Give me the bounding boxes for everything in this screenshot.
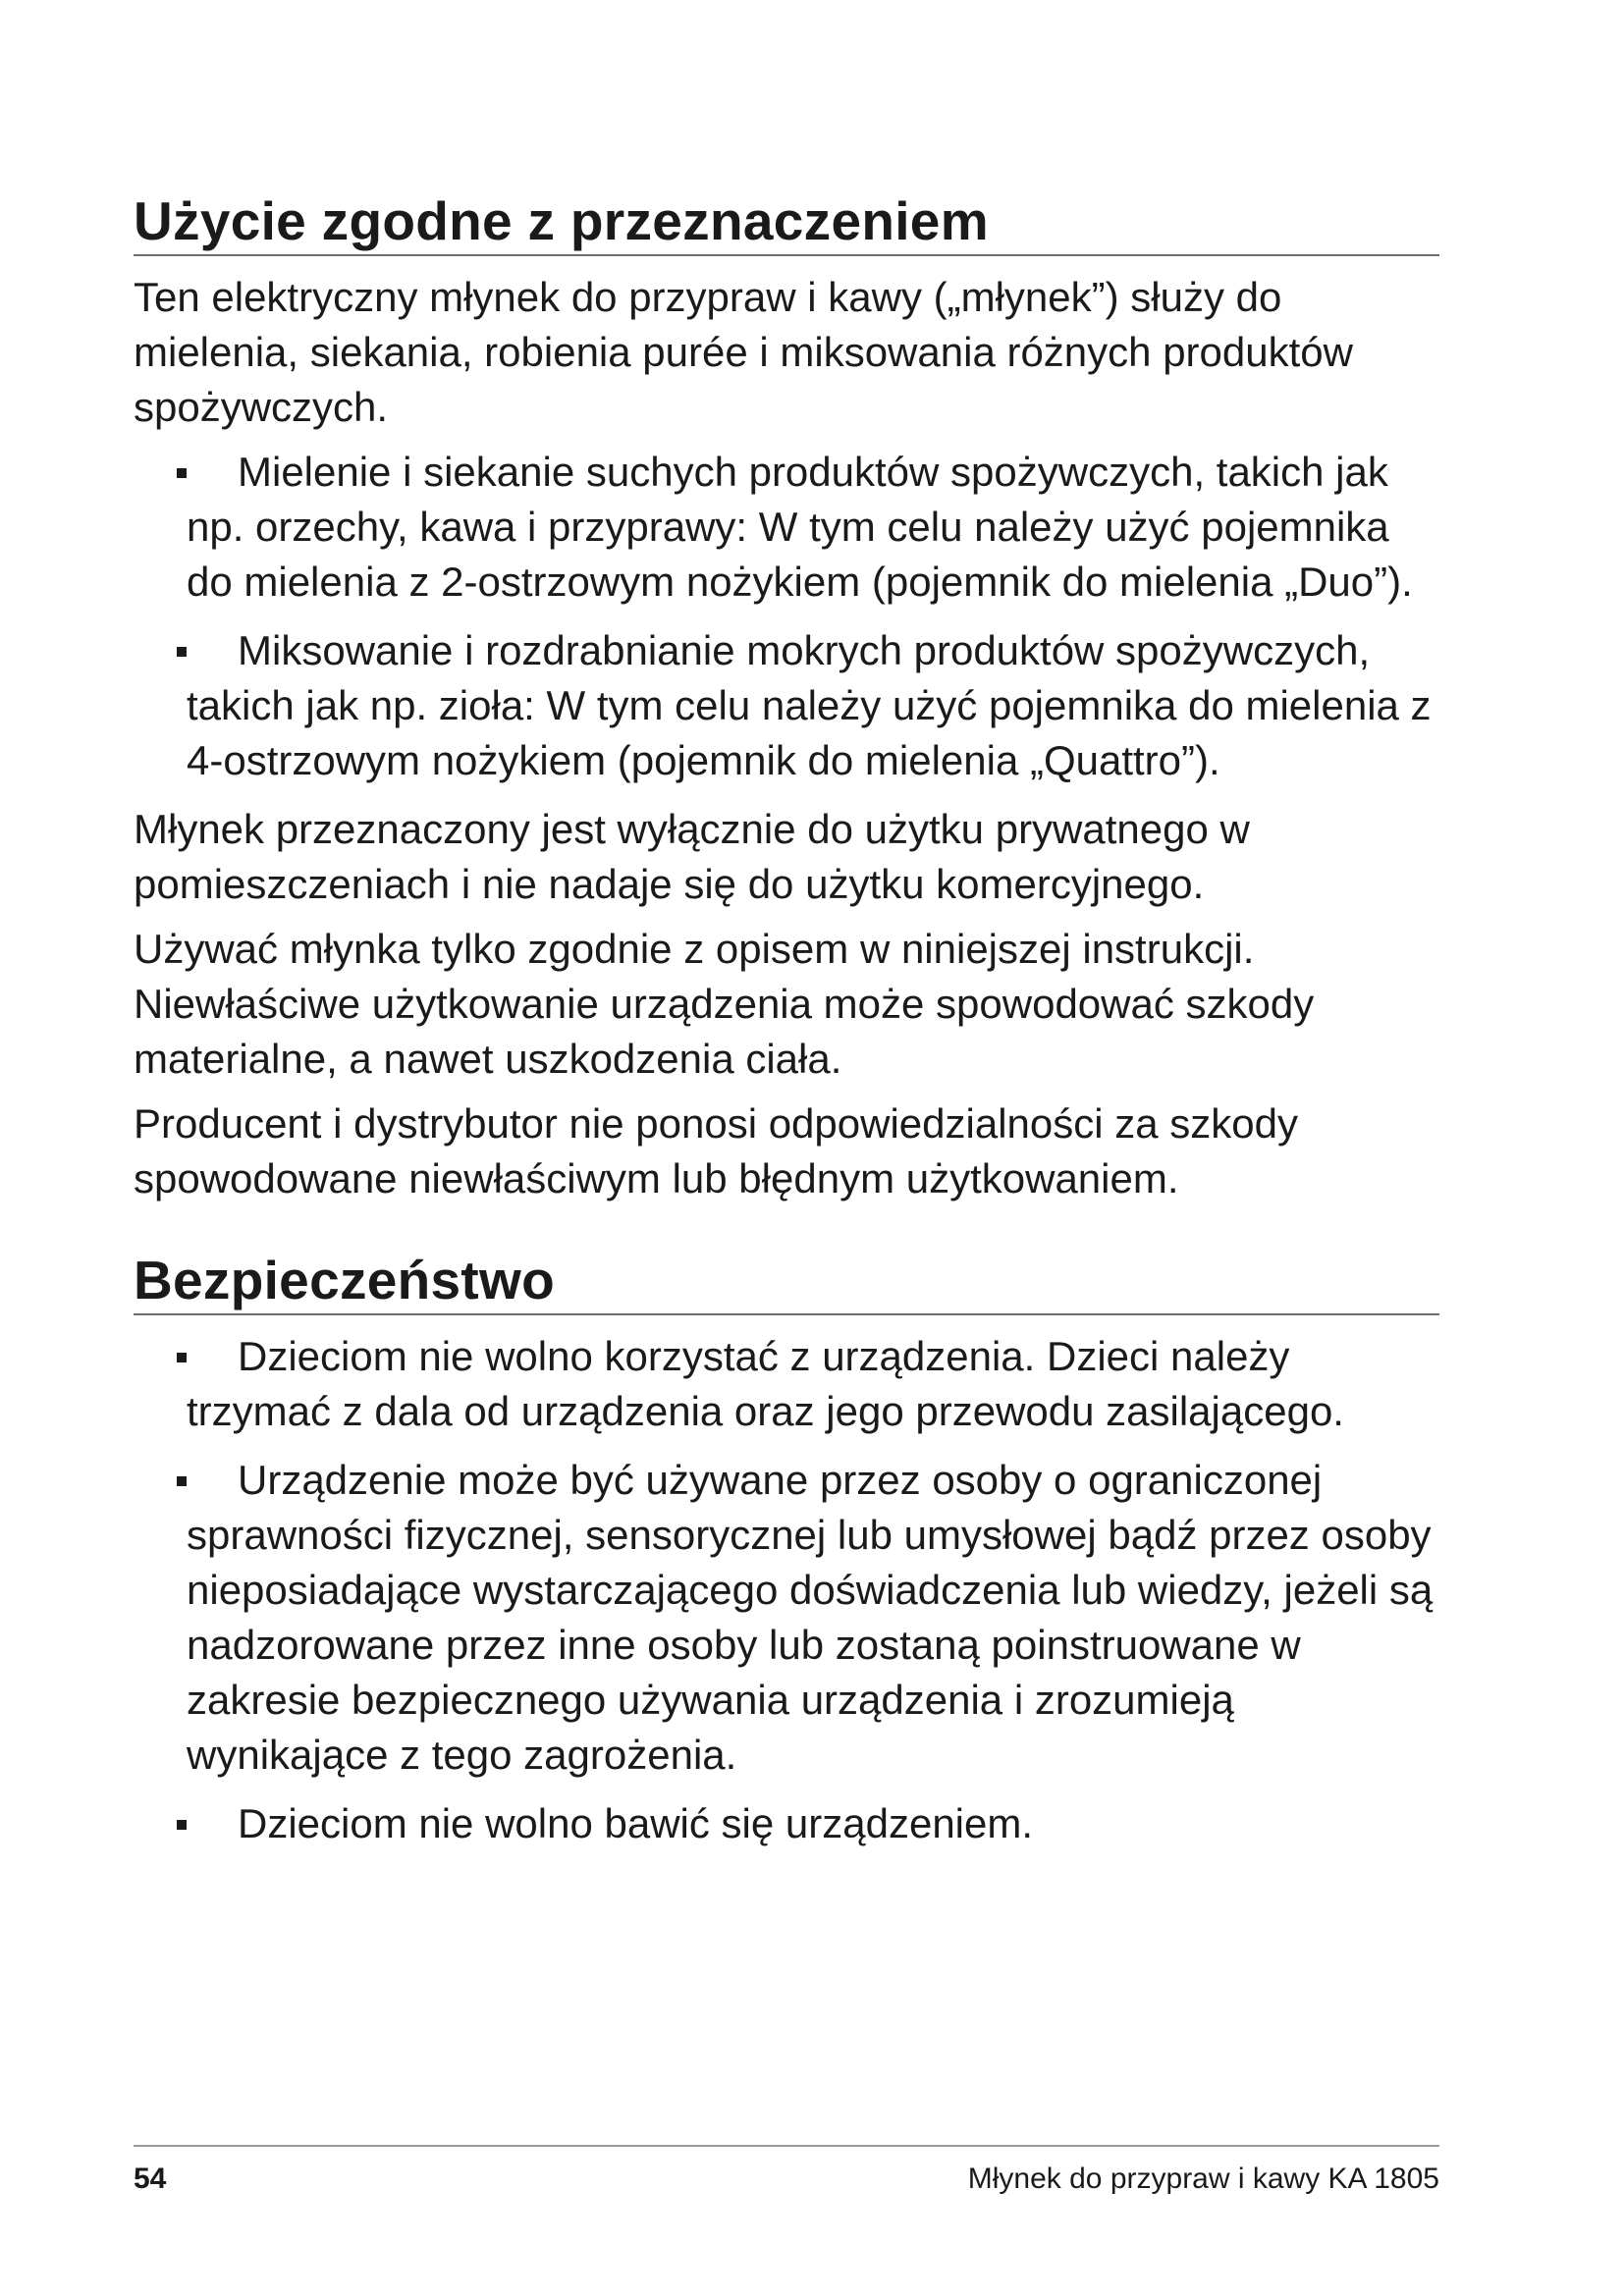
list-item <box>187 1453 1439 1783</box>
list-item <box>187 1329 1439 1439</box>
safety-bullet-list <box>134 1329 1439 1851</box>
product-name: Młynek do przypraw i kawy KA 1805 <box>967 2163 1439 2195</box>
footer-divider <box>134 2145 1439 2147</box>
liability-paragraph: Producent i dystrybutor nie ponosi odpowiedzialności za szkody spowodowane niewłaściwym lub błędnym użytkowaniem. <box>134 1100 1298 1201</box>
list-item <box>187 445 1439 610</box>
bullet-square-icon <box>177 1476 187 1486</box>
section-heading-safety: Bezpieczeństwo <box>134 1248 1439 1315</box>
list-item-text: Dzieciom nie wolno korzystać z urządzenia. Dzieci należy trzymać z dala od urządzenia oraz jego przewodu zasilającego. <box>187 1333 1344 1434</box>
bullet-square-icon <box>177 1820 187 1830</box>
usage-bullet-list <box>134 445 1439 788</box>
section-intended-use <box>134 270 1439 1206</box>
page-number: 54 <box>134 2163 167 2195</box>
list-item-text: Miksowanie i rozdrabnianie mokrych produktów spożywczych, takich jak np. zioła: W tym celu należy użyć pojemnika do mielenia z 4-ostrzowym nożykiem (pojemnik do mielenia „Quattro”). <box>187 627 1432 783</box>
list-item-text: Dzieciom nie wolno bawić się urządzeniem. <box>238 1800 1034 1846</box>
section-safety <box>134 1329 1439 1851</box>
private-use-paragraph: Młynek przeznaczony jest wyłącznie do użytku prywatnego w pomieszczeniach i nie nadaje się do użytku komercyjnego. <box>134 806 1250 907</box>
page-content <box>134 188 1439 1865</box>
list-item-text: Mielenie i siekanie suchych produktów spożywczych, takich jak np. orzechy, kawa i przyprawy: W tym celu należy użyć pojemnika do mielenia z 2-ostrzowym nożykiem (pojemnik do mielenia „Duo”). <box>187 449 1413 605</box>
list-item <box>187 623 1439 788</box>
section-heading-intended-use: Użycie zgodne z przeznaczeniem <box>134 188 1439 256</box>
instructions-paragraph: Używać młynka tylko zgodnie z opisem w niniejszej instrukcji. Niewłaściwe użytkowanie urządzenia może spowodować szkody materialne, a nawet uszkodzenia ciała. <box>134 926 1315 1082</box>
bullet-square-icon <box>177 468 187 478</box>
bullet-square-icon <box>177 1353 187 1362</box>
bullet-square-icon <box>177 647 187 657</box>
intro-paragraph: Ten elektryczny młynek do przypraw i kawy („młynek”) służy do mielenia, siekania, robienia purée i miksowania różnych produktów spożywczych. <box>134 274 1353 430</box>
page-footer <box>134 2160 1439 2199</box>
list-item <box>187 1796 1439 1851</box>
list-item-text: Urządzenie może być używane przez osoby o ograniczonej sprawności fizycznej, sensorycznej lub umysłowej bądź przez osoby nieposiadające wystarczającego doświadczenia lub wiedzy, jeżeli są nadzorowane przez inne osoby lub zostaną poinstruowane w zakresie bezpiecznego używania urządzenia i zrozumieją wynikające z tego zagrożenia. <box>187 1457 1434 1778</box>
